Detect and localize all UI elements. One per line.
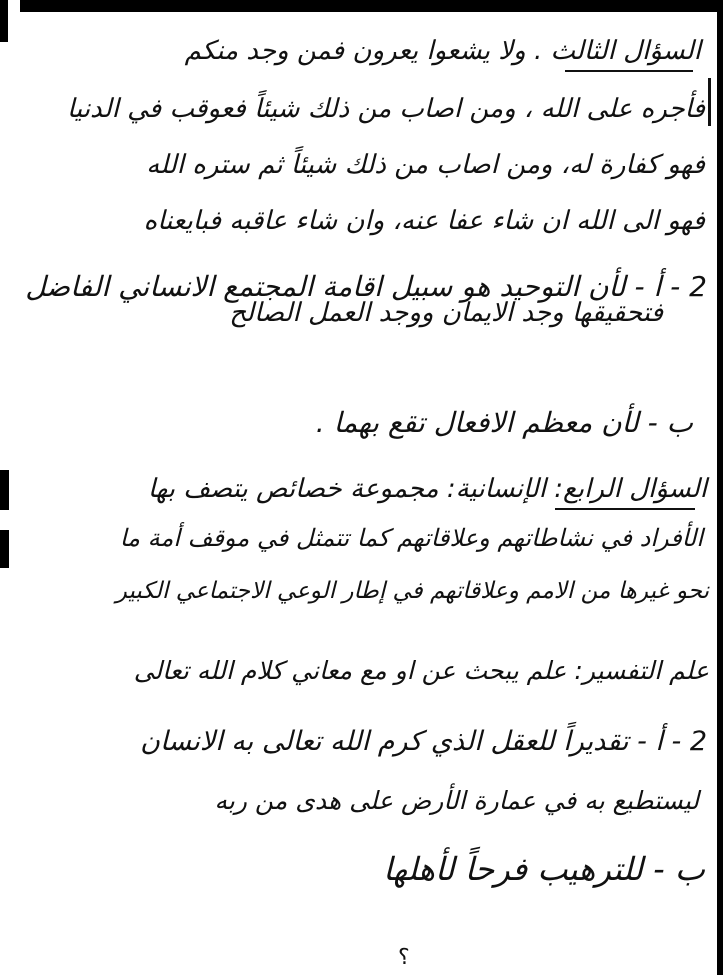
scan-edge-right: [717, 0, 723, 975]
answer-line-1: السؤال الثالث . ولا يشعوا يعرون فمن وجد منكم: [184, 36, 701, 66]
scan-edge-top: [20, 0, 723, 12]
scan-edge-left-top: [0, 0, 8, 42]
answer-line-14: ب - للترهيب فرحاً لأهلها: [383, 850, 705, 888]
answer-line-7: ب - لأن معظم الافعال تقع بهما .: [315, 406, 693, 439]
answer-line-4: فهو الى الله ان شاء عفا عنه، وان شاء عاقبه فبايعناه: [143, 206, 705, 236]
answer-line-3: فهو كفارة له، ومن اصاب من ذلك شيئاً ثم ستره الله: [146, 150, 705, 180]
answer-line-2: فأجره على الله ، ومن اصاب من ذلك شيئاً فعوقب في الدنيا: [67, 94, 705, 124]
scan-edge-left-mid: [0, 470, 9, 510]
heading-underline-1: [565, 70, 693, 72]
answer-line-6: فتحقيقها وجد الايمان ووجد العمل الصالح: [229, 298, 663, 328]
answer-line-13: ليستطيع به في عمارة الأرض على هدى من ربه: [214, 786, 699, 815]
answer-line-9: الأفراد في نشاطاتهم وعلاقاتهم كما تتمثل في موقف أمة ما: [119, 524, 703, 552]
footer-mark: ؟: [398, 945, 410, 970]
answer-line-12: 2 - أ - تقديراً للعقل الذي كرم الله تعالى به الانسان: [140, 726, 707, 757]
answer-line-8: السؤال الرابع: الإنسانية: مجموعة خصائص يتصف بها: [147, 474, 707, 504]
margin-bracket: [708, 78, 717, 126]
answer-line-11: علم التفسير: علم يبحث عن او مع معاني كلام الله تعالى: [133, 656, 709, 685]
heading-underline-2: [555, 508, 695, 510]
answer-line-5: 2 - أ - لأن التوحيد هو سبيل اقامة المجتمع الانساني الفاضل: [25, 270, 707, 303]
scan-edge-left-lower: [0, 530, 9, 568]
answer-line-10: نحو غيرها من الامم وعلاقاتهم في إطار الوعي الاجتماعي الكبير: [115, 578, 709, 604]
